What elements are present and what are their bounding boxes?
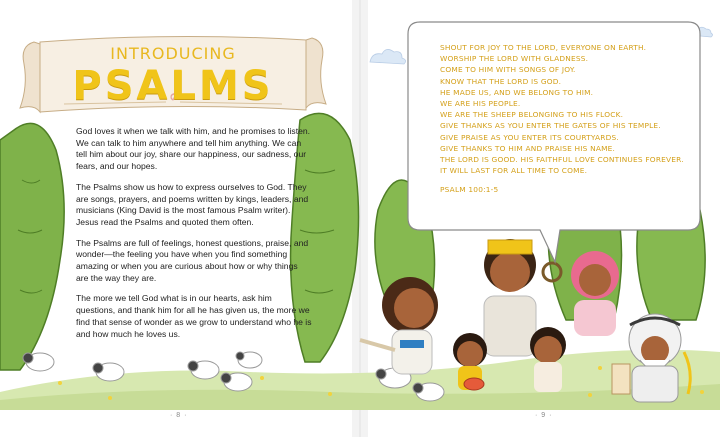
paragraph: God loves it when we talk with him, and he promises to listen. We can talk to him anywhere and tell him anything. We can tell him about our joy, share our happiness, our sadness, our fears, and our hopes.: [76, 126, 311, 172]
psalm-line: THE LORD IS GOOD. HIS FAITHFUL LOVE CONTINUES FOREVER.: [440, 155, 684, 165]
psalm-line: IT WILL LAST FOR ALL TIME TO COME.: [440, 166, 588, 176]
psalm-line: WE ARE HIS PEOPLE.: [440, 99, 521, 109]
psalm-line: SHOUT FOR JOY TO THE LORD, EVERYONE ON EARTH.: [440, 43, 647, 52]
paragraph: The more we tell God what is in our hearts, ask him questions, and thank him for all he has given us, the more we find that sense of wonder as we grow to understand who he is and how much he loves us.: [76, 293, 312, 339]
page-number-left: · 8 ·: [170, 412, 188, 419]
psalm-line: HE MADE US, AND WE BELONG TO HIM.: [440, 87, 594, 97]
psalm-line: GIVE THANKS AS YOU ENTER THE GATES OF HIS TEMPLE.: [440, 121, 661, 131]
page-title: PSALMS: [72, 63, 274, 109]
character-musician-left: [360, 277, 438, 374]
intro-body: [76, 126, 312, 349]
psalm-line: WORSHIP THE LORD WITH GLADNESS.: [440, 54, 589, 64]
title-banner-text: [38, 44, 308, 109]
psalm-line: KNOW THAT THE LORD IS GOD.: [440, 76, 562, 86]
page-number-right: · 9 ·: [535, 412, 553, 419]
paragraph: The Psalms are full of feelings, honest questions, praise, and wonder—the feeling you have when you find something amazing or when you are curious about how or why things are the way they are.: [76, 237, 309, 283]
psalm-line: GIVE PRAISE AS YOU ENTER ITS COURTYARDS.: [440, 132, 619, 142]
psalm-line: GIVE THANKS TO HIM AND PRAISE HIS NAME.: [440, 143, 616, 153]
psalm-reference: PSALM 100:1-5: [440, 185, 499, 195]
psalm-line: COME TO HIM WITH SONGS OF JOY.: [440, 65, 576, 75]
psalm-line: WE ARE THE SHEEP BELONGING TO HIS FLOCK.: [440, 110, 624, 120]
banner-intro: INTRODUCING: [110, 44, 236, 63]
psalm-quote: [440, 42, 690, 196]
character-child-drum: [453, 333, 487, 390]
paragraph: The Psalms show us how to express ourselves to God. They are songs, prayers, and poems written by kings, leaders, and musicians (King David is the most famous Psalm writer). Jesus read the Psalms and quoted them often.: [76, 181, 309, 227]
